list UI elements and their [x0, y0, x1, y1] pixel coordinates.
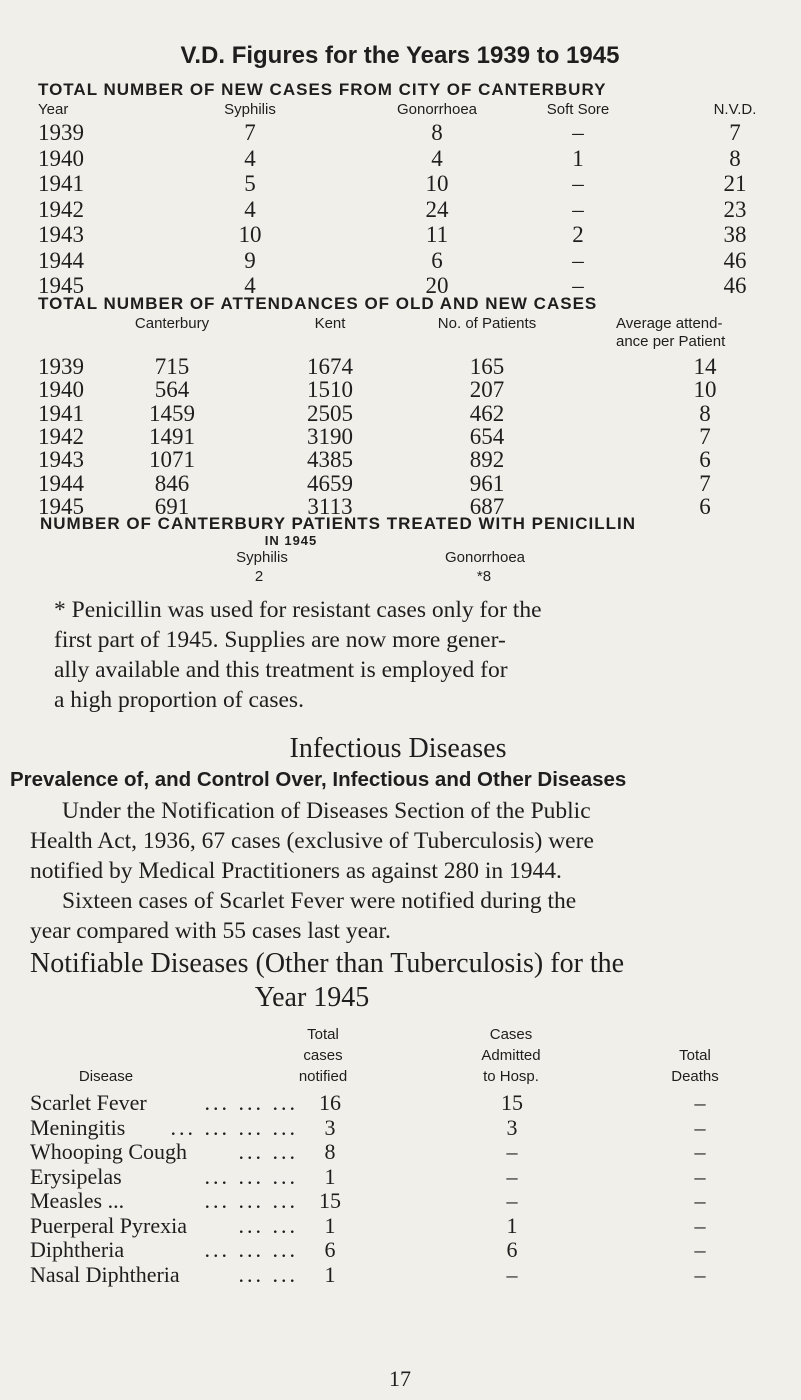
leader-dots: ... ... ...: [204, 1090, 298, 1115]
canterbury-cell: 691: [154, 493, 190, 519]
col-gonorrhoea: Gonorrhoea: [396, 101, 478, 118]
year-cell: 1941: [38, 400, 84, 426]
col-nvd: N.V.D.: [713, 101, 757, 118]
notification-paragraph: [30, 796, 790, 946]
col-soft-sore: Soft Sore: [546, 101, 610, 118]
notifiable-title-line2: Year 1945: [254, 982, 370, 1013]
col-year: Year: [38, 101, 69, 118]
average-cell: 6: [699, 493, 711, 519]
notified-cell: 16: [319, 1090, 341, 1115]
col-total-line3: notified: [298, 1068, 348, 1085]
notified-cell: 1: [324, 1212, 336, 1238]
deaths-cell: –: [694, 1114, 706, 1140]
gonorrhoea-cell: 4: [431, 145, 443, 171]
gonorrhoea-cell: 10: [425, 171, 449, 196]
penicillin-heading: NUMBER OF CANTERBURY PATIENTS TREATED WITH PENICILLIN: [40, 514, 637, 533]
deaths-cell: –: [694, 1212, 706, 1238]
new-cases-heading: TOTAL NUMBER OF NEW CASES FROM CITY OF CANTERBURY: [38, 80, 607, 99]
disease-name: Nasal Diphtheria: [30, 1261, 180, 1287]
patients-cell: 687: [469, 493, 505, 519]
disease-name: Whooping Cough: [30, 1139, 188, 1164]
canterbury-cell: 846: [154, 470, 190, 496]
para-line: Health Act, 1936, 67 cases (exclusive of Tuberculosis) were: [30, 828, 594, 854]
year-cell: 1942: [38, 196, 84, 222]
average-cell: 6: [699, 447, 711, 473]
year-cell: 1939: [38, 120, 84, 145]
col-deaths-line1: Total: [679, 1047, 711, 1064]
soft-sore-cell: –: [572, 120, 584, 145]
notified-cell: 15: [319, 1188, 341, 1213]
gonorrhoea-cell: 20: [425, 273, 449, 298]
footnote-line: ally available and this treatment is employed for: [54, 657, 508, 683]
para-line: notified by Medical Practitioners as against 280 in 1944.: [30, 858, 562, 884]
penicillin-heading-year: IN 1945: [264, 533, 318, 548]
canterbury-cell: 715: [154, 354, 190, 379]
nvd-cell: 7: [729, 120, 741, 145]
year-cell: 1942: [38, 423, 84, 449]
nvd-cell: 8: [729, 145, 741, 171]
col-average-line1: Average attend-: [616, 315, 723, 332]
soft-sore-cell: 2: [572, 222, 584, 247]
syphilis-cell: 10: [238, 222, 262, 247]
deaths-cell: –: [694, 1090, 706, 1115]
gonorrhoea-cell: 6: [431, 247, 443, 273]
col-total-line2: cases: [303, 1047, 343, 1064]
patients-cell: 462: [469, 400, 505, 426]
soft-sore-cell: –: [572, 247, 584, 273]
col-admitted-line2: Admitted: [481, 1047, 541, 1064]
kent-cell: 4385: [307, 447, 353, 473]
patients-cell: 961: [469, 470, 505, 496]
soft-sore-cell: –: [572, 171, 584, 196]
average-cell: 7: [699, 423, 711, 449]
syphilis-cell: 9: [244, 247, 256, 273]
col-total-line1: Total: [307, 1026, 339, 1043]
kent-cell: 4659: [307, 470, 353, 496]
notified-cell: 3: [324, 1114, 336, 1140]
page-title: V.D. Figures for the Years 1939 to 1945: [180, 42, 620, 69]
footnote-line: a high proportion of cases.: [54, 687, 304, 713]
nvd-cell: 38: [723, 222, 747, 247]
year-cell: 1941: [38, 171, 84, 196]
admitted-cell: –: [506, 1188, 518, 1213]
penicillin-footnote: [54, 595, 774, 715]
patients-cell: 892: [469, 447, 505, 473]
nvd-cell: 46: [723, 247, 747, 273]
syphilis-cell: 7: [244, 120, 256, 145]
para-line: Sixteen cases of Scarlet Fever were notified during the: [62, 888, 577, 914]
deaths-cell: –: [694, 1163, 706, 1189]
year-cell: 1945: [38, 493, 84, 519]
notified-cell: 6: [324, 1237, 336, 1262]
attendances-heading: TOTAL NUMBER OF ATTENDANCES OF OLD AND NEW CASES: [38, 294, 598, 313]
deaths-cell: –: [694, 1188, 706, 1213]
disease-name: Scarlet Fever: [30, 1090, 147, 1115]
syphilis-cell: 4: [244, 145, 256, 171]
col-syphilis: Syphilis: [224, 101, 276, 118]
col-admitted-line1: Cases: [489, 1026, 533, 1043]
year-cell: 1940: [38, 377, 84, 403]
deaths-cell: –: [694, 1139, 706, 1164]
col-deaths-line2: Deaths: [671, 1068, 719, 1085]
canterbury-cell: 1071: [149, 447, 195, 473]
para-line: Under the Notification of Diseases Section of the Public: [62, 798, 591, 824]
canterbury-cell: 564: [154, 377, 190, 403]
section-subtitle: Prevalence of, and Control Over, Infectious and Other Diseases: [10, 768, 627, 791]
penicillin-col-gonorrhoea: Gonorrhoea: [444, 549, 526, 566]
year-cell: 1943: [38, 447, 84, 473]
syphilis-cell: 4: [244, 273, 256, 298]
admitted-cell: –: [506, 1261, 518, 1287]
disease-name: Meningitis: [30, 1114, 126, 1140]
col-kent: Kent: [314, 315, 346, 332]
col-canterbury: Canterbury: [134, 315, 210, 332]
disease-name: Diphtheria: [30, 1237, 125, 1262]
leader-dots: ... ...: [238, 1212, 298, 1238]
year-cell: 1944: [38, 470, 84, 496]
year-cell: 1943: [38, 222, 84, 247]
penicillin-col-syphilis: Syphilis: [236, 549, 288, 566]
kent-cell: 2505: [307, 400, 353, 426]
deaths-cell: –: [694, 1261, 706, 1287]
admitted-cell: –: [506, 1163, 518, 1189]
soft-sore-cell: 1: [572, 145, 584, 171]
canterbury-cell: 1459: [149, 400, 195, 426]
col-no-of-patients: No. of Patients: [437, 315, 537, 332]
nvd-cell: 46: [723, 273, 747, 298]
notifiable-title-line1: Notifiable Diseases (Other than Tuberculosis) for the: [30, 948, 625, 979]
syphilis-cell: 5: [244, 171, 256, 196]
footnote-line: * Penicillin was used for resistant cases only for the: [54, 597, 542, 623]
gonorrhoea-cell: 11: [425, 222, 449, 247]
col-average-line2: ance per Patient: [616, 333, 726, 350]
section-title: Infectious Diseases: [289, 733, 507, 764]
col-disease: Disease: [78, 1068, 134, 1085]
year-cell: 1940: [38, 145, 84, 171]
disease-name: Measles ...: [30, 1188, 125, 1213]
admitted-cell: 15: [501, 1090, 523, 1115]
col-admitted-line3: to Hosp.: [483, 1068, 539, 1085]
nvd-cell: 23: [723, 196, 747, 222]
soft-sore-cell: –: [572, 196, 584, 222]
notified-cell: 8: [324, 1139, 336, 1164]
syphilis-cell: 4: [244, 196, 256, 222]
leader-dots: ... ...: [238, 1139, 298, 1164]
patients-cell: 654: [469, 423, 505, 449]
kent-cell: 1674: [307, 354, 353, 379]
leader-dots: ... ... ...: [204, 1188, 298, 1213]
kent-cell: 1510: [307, 377, 353, 403]
canterbury-cell: 1491: [149, 423, 195, 449]
leader-dots: ... ...: [238, 1261, 298, 1287]
gonorrhoea-cell: 24: [425, 196, 449, 222]
leader-dots: ... ... ...: [204, 1237, 298, 1262]
average-cell: 8: [699, 400, 711, 426]
year-cell: 1944: [38, 247, 84, 273]
deaths-cell: –: [694, 1237, 706, 1262]
average-cell: 14: [693, 354, 717, 379]
average-cell: 7: [699, 470, 711, 496]
patients-cell: 207: [469, 377, 505, 403]
admitted-cell: 6: [506, 1237, 518, 1262]
admitted-cell: 3: [506, 1114, 518, 1140]
disease-name: Erysipelas: [30, 1163, 122, 1189]
gonorrhoea-cell: 8: [431, 120, 443, 145]
soft-sore-cell: –: [572, 273, 584, 298]
nvd-cell: 21: [723, 171, 747, 196]
notified-cell: 1: [324, 1163, 336, 1189]
leader-dots: ... ... ...: [204, 1163, 298, 1189]
leader-dots: ... ... ... ...: [170, 1114, 298, 1140]
para-line: year compared with 55 cases last year.: [30, 918, 391, 944]
year-cell: 1939: [38, 354, 84, 379]
average-cell: 10: [693, 377, 717, 403]
footnote-line: first part of 1945. Supplies are now more gener-: [54, 627, 506, 653]
kent-cell: 3190: [307, 423, 353, 449]
penicillin-value-syphilis: 2: [254, 568, 264, 585]
page-number: 17: [389, 1366, 411, 1391]
kent-cell: 3113: [307, 493, 353, 519]
patients-cell: 165: [469, 354, 505, 379]
year-cell: 1945: [38, 273, 84, 298]
penicillin-value-gonorrhoea: *8: [476, 568, 492, 585]
admitted-cell: 1: [506, 1212, 518, 1238]
admitted-cell: –: [506, 1139, 518, 1164]
disease-name: Puerperal Pyrexia: [30, 1212, 187, 1238]
notified-cell: 1: [324, 1261, 336, 1287]
